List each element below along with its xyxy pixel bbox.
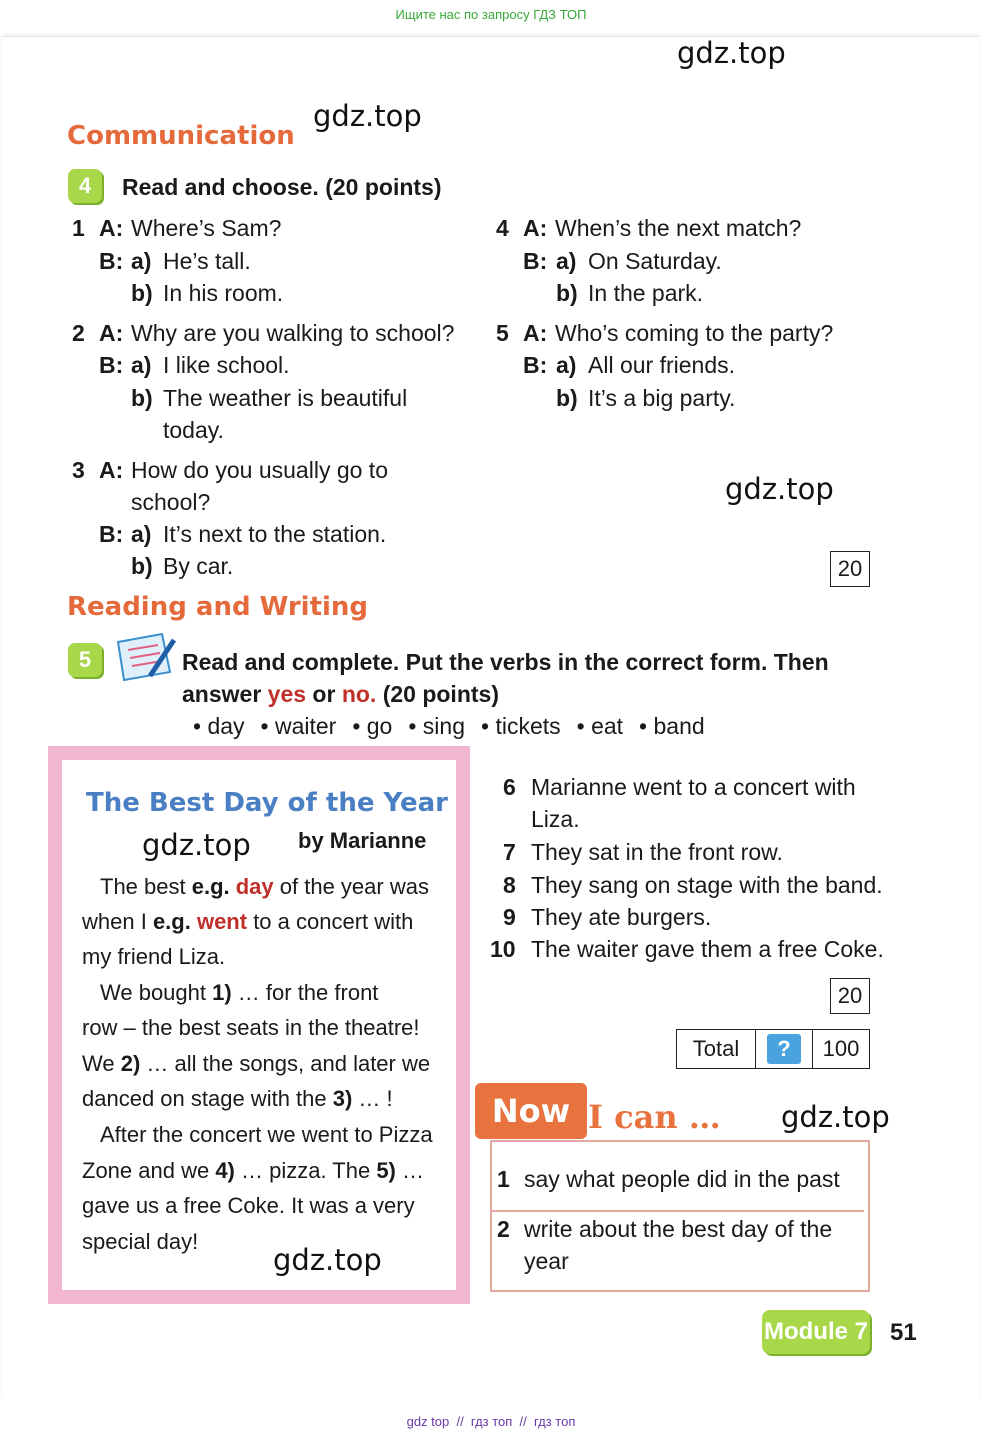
statement-text: Marianne went to a concert with [531, 774, 856, 800]
story-text: to a concert with [247, 909, 414, 934]
question-number: 9 [503, 904, 516, 930]
can-do-number: 1 [497, 1166, 510, 1192]
story-line: special day! [82, 1229, 199, 1254]
question-text: When’s the next match? [555, 215, 802, 241]
speaker-b-label: B: [99, 352, 124, 378]
story-text: Zone and we [82, 1158, 216, 1183]
instruction-text: or [306, 681, 342, 707]
option-b-text: The weather is beautiful [163, 385, 408, 411]
story-text: of the year was [273, 874, 429, 899]
story-line: After the concert we went to Pizza [100, 1122, 433, 1147]
option-b-label: b) [556, 385, 578, 411]
item-number: 3 [72, 457, 85, 483]
option-b-text: In the park. [588, 280, 704, 306]
speaker-a-label: A: [99, 215, 124, 241]
word-bank-item: • day [193, 713, 245, 739]
option-a-label: a) [131, 352, 152, 378]
question-number: 10 [490, 936, 516, 962]
no-word: no. [341, 681, 377, 707]
story-line [82, 1051, 430, 1077]
option-b-text: It’s a big party. [588, 385, 736, 411]
option-b-text: In his room. [163, 280, 284, 306]
statement-text: They sat in the front row. [531, 839, 783, 865]
can-do-text: year [524, 1248, 569, 1274]
story-text: … all the songs, and later we [140, 1051, 431, 1076]
option-a-label: a) [131, 248, 152, 274]
section-heading-communication: Communication [67, 121, 295, 151]
story-text: … for the front [231, 980, 379, 1005]
speaker-b-label: B: [523, 248, 548, 274]
story-line [82, 1158, 424, 1184]
watermark: gdz.top [273, 1243, 382, 1277]
story-line [82, 909, 413, 935]
option-b-label: b) [131, 553, 153, 579]
example-answer: went [196, 909, 248, 934]
story-line [100, 980, 378, 1006]
question-number: 8 [503, 872, 516, 898]
total-cell-icon [756, 1030, 813, 1068]
instruction-text: answer [182, 681, 268, 707]
list-divider [492, 1210, 864, 1212]
total-label: Total [677, 1030, 756, 1068]
exercise-instruction: Read and choose. (20 points) [122, 174, 442, 200]
can-do-text: write about the best day of the [524, 1216, 833, 1242]
gap-number: 5) [376, 1158, 396, 1183]
exercise-number-badge: 5 [68, 643, 102, 677]
word-bank [193, 713, 721, 740]
can-do-number: 2 [497, 1216, 510, 1242]
statement-text: The waiter gave them a free Coke. [531, 936, 884, 962]
top-banner: Ищите нас по запросу ГДЗ ТОП [395, 7, 587, 22]
statement-text: They ate burgers. [531, 904, 712, 930]
question-text: Where’s Sam? [131, 215, 282, 241]
yes-word: yes [267, 681, 307, 707]
page-number: 51 [890, 1319, 917, 1346]
example-answer: day [235, 874, 274, 899]
word-bank-item: • eat [576, 713, 624, 739]
writing-paper-pencil-icon [110, 632, 178, 684]
option-a-text: On Saturday. [588, 248, 722, 274]
option-a-text: It’s next to the station. [163, 521, 387, 547]
speaker-a-label: A: [99, 457, 124, 483]
story-title: The Best Day of the Year [86, 788, 448, 818]
speaker-b-label: B: [99, 521, 124, 547]
watermark: gdz.top [313, 99, 422, 133]
gap-number: 2) [120, 1051, 141, 1076]
word-bank-item: • band [639, 713, 705, 739]
score-box: 20 [830, 551, 870, 587]
story-text: … ! [352, 1086, 393, 1111]
item-number: 4 [496, 215, 509, 241]
option-b-label: b) [131, 280, 153, 306]
item-number: 1 [72, 215, 85, 241]
now-badge: Now [475, 1083, 587, 1139]
gap-number: 3) [332, 1086, 353, 1111]
gap-number: 4) [215, 1158, 235, 1183]
i-can-heading: I can … [588, 1098, 721, 1136]
exercise-number-badge: 4 [68, 169, 102, 203]
story-line: row – the best seats in the theatre! [82, 1015, 420, 1040]
option-a-label: a) [556, 352, 577, 378]
item-number: 5 [496, 320, 509, 346]
story-line: gave us a free Coke. It was a very [82, 1193, 415, 1218]
question-text: Why are you walking to school? [131, 320, 455, 346]
score-box: 20 [830, 978, 870, 1014]
question-number: 7 [503, 839, 516, 865]
story-text: The best [100, 874, 192, 899]
can-do-text: say what people did in the past [524, 1166, 840, 1192]
points-text: (20 points) [376, 681, 499, 707]
option-b-label: b) [556, 280, 578, 306]
word-bank-item: • sing [408, 713, 465, 739]
question-text: Who’s coming to the party? [555, 320, 834, 346]
story-text: We bought [100, 980, 213, 1005]
speaker-a-label: A: [99, 320, 124, 346]
watermark: gdz.top [142, 828, 251, 862]
question-mark-icon: ? [767, 1034, 801, 1064]
story-text: when I [82, 909, 153, 934]
footer-text: gdz top // гдз топ // гдз топ [406, 1414, 576, 1429]
option-b-label: b) [131, 385, 153, 411]
exercise-instruction-line-2 [182, 681, 499, 708]
word-bank-item: • waiter [260, 713, 337, 739]
story-text: danced on stage with the [82, 1086, 333, 1111]
story-line [82, 1086, 393, 1112]
statement-text: They sang on stage with the band. [531, 872, 883, 898]
option-b-text: today. [163, 417, 224, 443]
speaker-a-label: A: [523, 215, 548, 241]
option-a-text: I like school. [163, 352, 290, 378]
watermark: gdz.top [781, 1100, 890, 1134]
speaker-b-label: B: [523, 352, 548, 378]
watermark: gdz.top [677, 36, 786, 70]
exercise-instruction: Read and complete. Put the verbs in the correct form. Then [182, 649, 829, 675]
word-bank-item: • tickets [481, 713, 561, 739]
option-a-text: All our friends. [588, 352, 736, 378]
example-label: e.g. [191, 874, 236, 899]
item-number: 2 [72, 320, 85, 346]
story-author: by Marianne [298, 828, 427, 853]
total-value: 100 [822, 1036, 860, 1061]
question-text: How do you usually go to [131, 457, 388, 483]
option-a-label: a) [556, 248, 577, 274]
total-score-table [676, 1029, 870, 1069]
story-text: … [395, 1158, 424, 1183]
option-a-label: a) [131, 521, 152, 547]
module-badge: Module 7 [762, 1310, 870, 1354]
speaker-a-label: A: [523, 320, 548, 346]
question-number: 6 [503, 774, 516, 800]
option-a-text: He’s tall. [163, 248, 251, 274]
section-heading-reading-writing: Reading and Writing [67, 592, 369, 622]
speaker-b-label: B: [99, 248, 124, 274]
story-text: … pizza. The [234, 1158, 377, 1183]
story-line [100, 874, 429, 900]
statement-text: Liza. [531, 806, 580, 832]
gap-number: 1) [212, 980, 232, 1005]
option-b-text: By car. [163, 553, 234, 579]
example-label: e.g. [152, 909, 197, 934]
watermark: gdz.top [725, 472, 834, 506]
story-line: my friend Liza. [82, 944, 226, 969]
question-text: school? [131, 489, 211, 515]
story-text: We [82, 1051, 121, 1076]
word-bank-item: • go [352, 713, 393, 739]
